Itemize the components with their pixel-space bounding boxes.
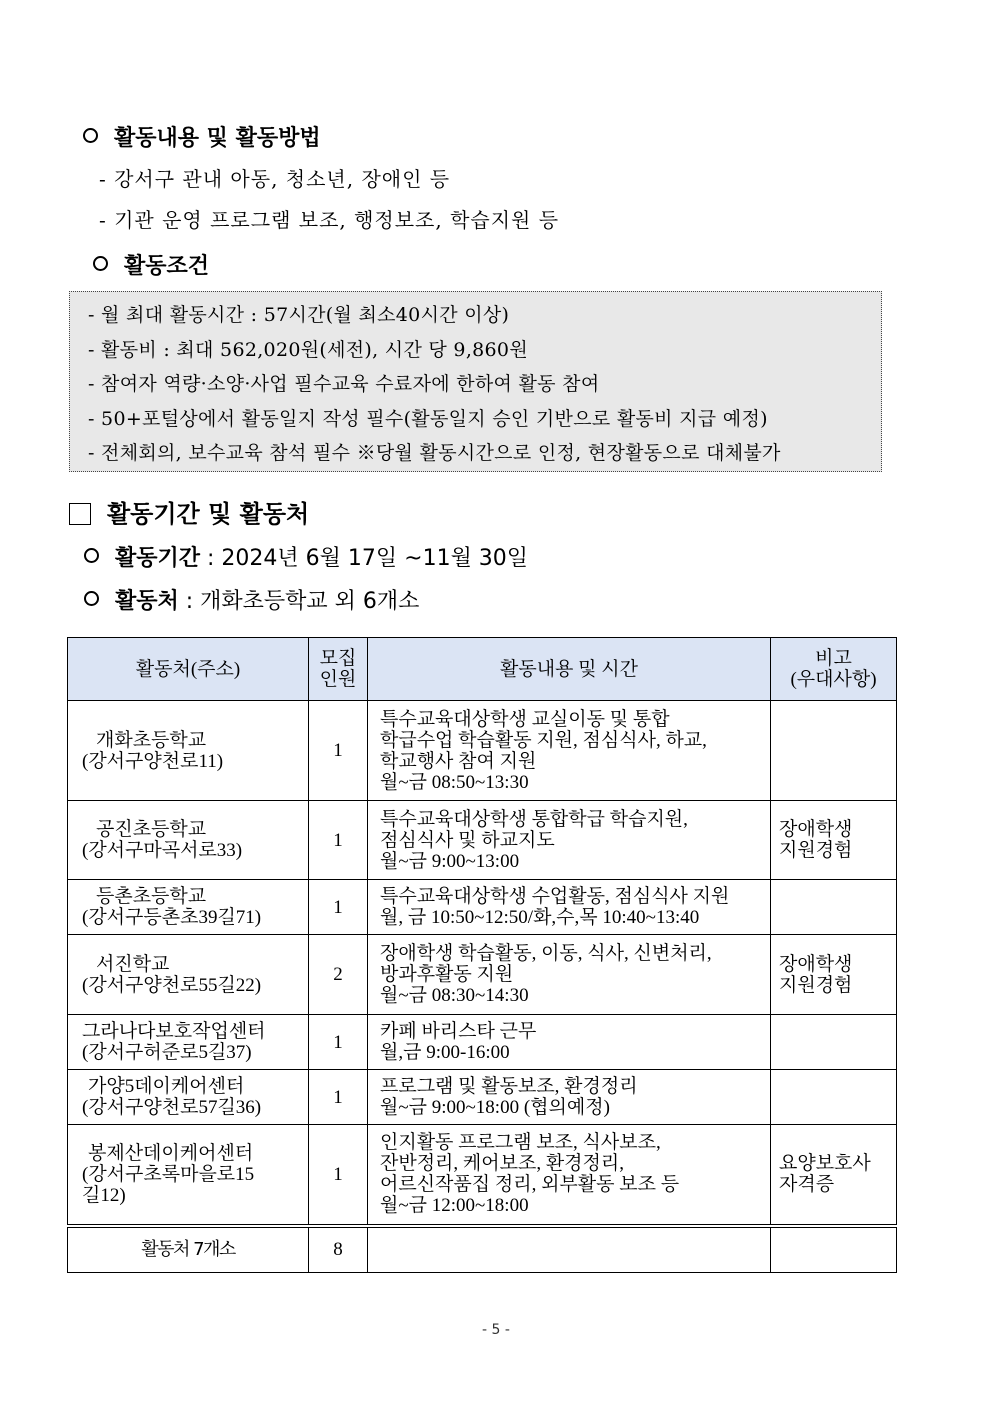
period-value: : 2024년 6월 17일 ~11월 30일 [207, 546, 529, 571]
place-value: : 개화초등학교 외 6개소 [185, 589, 420, 614]
header-note [771, 638, 897, 701]
circle-bullet-icon [83, 128, 98, 143]
conditions-heading [93, 249, 209, 280]
cell-note [771, 935, 897, 1015]
activity-line: 학교행사 참여 지원 [380, 750, 537, 772]
note-line: 자격증 [779, 1174, 835, 1196]
cell-activity [368, 801, 771, 880]
header-count-line: 인원 [319, 669, 357, 690]
header-note-line: 비고 [815, 648, 852, 669]
cell-place [68, 935, 309, 1015]
activity-item: - 강서구 관내 아동, 청소년, 장애인 등 [99, 167, 451, 191]
header-count [309, 638, 368, 701]
activity-line: 장애학생 학습활동, 이동, 식사, 신변처리, [380, 943, 712, 964]
activity-line: 특수교육대상학생 통합학급 학습지원, [380, 808, 688, 830]
cell-place [68, 1015, 309, 1070]
condition-item: - 월 최대 활동시간 : 57시간(월 최소40시간 이상) [88, 304, 510, 326]
cell-note [771, 801, 897, 880]
cell-count: 1 [309, 880, 368, 935]
cell-place [68, 701, 309, 801]
activity-places-table [67, 637, 897, 1273]
table-row [68, 880, 897, 935]
activity-line: 어르신작품집 정리, 외부활동 보조 등 [380, 1174, 680, 1196]
cell-place [68, 1125, 309, 1226]
activity-line: 카페 바리스타 근무 [380, 1021, 537, 1042]
cell-count: 1 [309, 701, 368, 801]
cell-place [68, 1070, 309, 1125]
place-name: 서진학교 [96, 953, 170, 975]
circle-bullet-icon [93, 256, 108, 271]
cell-place [68, 801, 309, 880]
place-address: 길12) [82, 1184, 126, 1206]
total-count: 8 [309, 1226, 368, 1273]
cell-count: 1 [309, 801, 368, 880]
cell-activity [368, 935, 771, 1015]
cell-place [68, 880, 309, 935]
section-title [69, 494, 309, 529]
cell-count: 1 [309, 1125, 368, 1226]
period-label: 활동기간 [115, 546, 201, 571]
circle-bullet-icon [84, 548, 99, 563]
header-count-line: 모집 [319, 648, 357, 669]
square-bullet-icon [69, 503, 91, 525]
cell-activity [368, 1070, 771, 1125]
place-address: (강서구양천로57길36) [82, 1097, 262, 1118]
place-address: (강서구등촌초39길71) [82, 907, 262, 928]
activity-line: 월~금 12:00~18:00 [380, 1195, 529, 1217]
condition-item: - 활동비 : 최대 562,020원(세전), 시간 당 9,860원 [88, 338, 528, 361]
condition-item: - 전체회의, 보수교육 참석 필수 ※당월 활동시간으로 인정, 현장활동으로 대체불가 [88, 442, 781, 464]
cell-activity [368, 1125, 771, 1226]
activity-line: 월~금 08:30~14:30 [380, 985, 529, 1006]
activity-line: 프로그램 및 활동보조, 환경정리 [380, 1076, 638, 1097]
note-line: 지원경험 [779, 974, 853, 996]
cell-note [771, 1070, 897, 1125]
cell-note [771, 701, 897, 801]
cell-activity [368, 701, 771, 801]
place-address: (강서구양천로11) [82, 750, 224, 772]
activity-line: 학급수업 학습활동 지원, 점심식사, 하교, [380, 729, 707, 751]
place-label: 활동처 [115, 589, 179, 614]
place-line [84, 584, 419, 615]
table-row [68, 1070, 897, 1125]
place-address: (강서구양천로55길22) [82, 974, 262, 996]
place-name: 가양5데이케어센터 [88, 1076, 245, 1097]
conditions-box [69, 291, 882, 472]
total-label: 활동처 7개소 [68, 1226, 309, 1273]
period-line [84, 541, 528, 572]
activity-line: 월~금 08:50~13:30 [380, 771, 529, 793]
place-name: 개화초등학교 [96, 729, 207, 751]
activity-line: 방과후활동 지원 [380, 964, 514, 985]
cell-count: 1 [309, 1015, 368, 1070]
activity-line: 월, 금 10:50~12:50/화,수,목 10:40~13:40 [380, 907, 700, 928]
header-place: 활동처(주소) [68, 638, 309, 701]
activity-line: 잔반정리, 케어보조, 환경정리, [380, 1153, 624, 1175]
place-name: 공진초등학교 [96, 819, 207, 840]
activity-line: 월~금 9:00~18:00 (협의예정) [380, 1097, 610, 1118]
cell-activity [368, 880, 771, 935]
note-line: 지원경험 [779, 840, 853, 861]
table-row [68, 1125, 897, 1226]
activity-content-heading [83, 121, 321, 152]
place-address: (강서구허준로5길37) [82, 1042, 252, 1063]
activity-line: 인지활동 프로그램 보조, 식사보조, [380, 1132, 661, 1154]
total-activity-empty [368, 1226, 771, 1273]
heading-text: 활동조건 [124, 254, 210, 279]
cell-count: 1 [309, 1070, 368, 1125]
place-address: (강서구초록마을로15 [82, 1163, 255, 1185]
activity-line: 점심식사 및 하교지도 [380, 829, 555, 851]
condition-item: - 50+포털상에서 활동일지 작성 필수(활동일지 승인 기반으로 활동비 지급 예정) [88, 407, 768, 430]
cell-note [771, 1015, 897, 1070]
note-line: 장애학생 [779, 953, 853, 975]
note-line: 장애학생 [779, 819, 853, 840]
heading-text: 활동내용 및 활동방법 [114, 126, 321, 151]
activity-line: 특수교육대상학생 교실이동 및 통합 [380, 708, 670, 730]
header-activity: 활동내용 및 시간 [368, 638, 771, 701]
table-row [68, 1015, 897, 1070]
activity-line: 월~금 9:00~13:00 [380, 850, 520, 872]
table-header-row [68, 638, 897, 701]
note-line: 요양보호사 [779, 1153, 871, 1175]
cell-activity [368, 1015, 771, 1070]
total-note-empty [771, 1226, 897, 1273]
cell-count: 2 [309, 935, 368, 1015]
table-row [68, 801, 897, 880]
place-address: (강서구마곡서로33) [82, 840, 243, 861]
condition-item: - 참여자 역량·소양·사업 필수교육 수료자에 한하여 활동 참여 [88, 373, 600, 395]
circle-bullet-icon [84, 591, 99, 606]
table-row [68, 701, 897, 801]
activity-line: 특수교육대상학생 수업활동, 점심식사 지원 [380, 886, 730, 907]
place-name: 봉제산데이케어센터 [88, 1142, 254, 1164]
cell-note [771, 880, 897, 935]
table-row [68, 935, 897, 1015]
header-note-line: (우대사항) [790, 669, 877, 690]
activity-line: 월,금 9:00-16:00 [380, 1042, 510, 1063]
activity-item: - 기관 운영 프로그램 보조, 행정보조, 학습지원 등 [99, 208, 560, 232]
page-number: - 5 - [482, 1322, 510, 1338]
place-name: 등촌초등학교 [96, 886, 207, 907]
table-total-row [68, 1226, 897, 1273]
cell-note [771, 1125, 897, 1226]
section-title-text: 활동기간 및 활동처 [107, 500, 310, 528]
place-name: 그라나다보호작업센터 [82, 1021, 266, 1042]
